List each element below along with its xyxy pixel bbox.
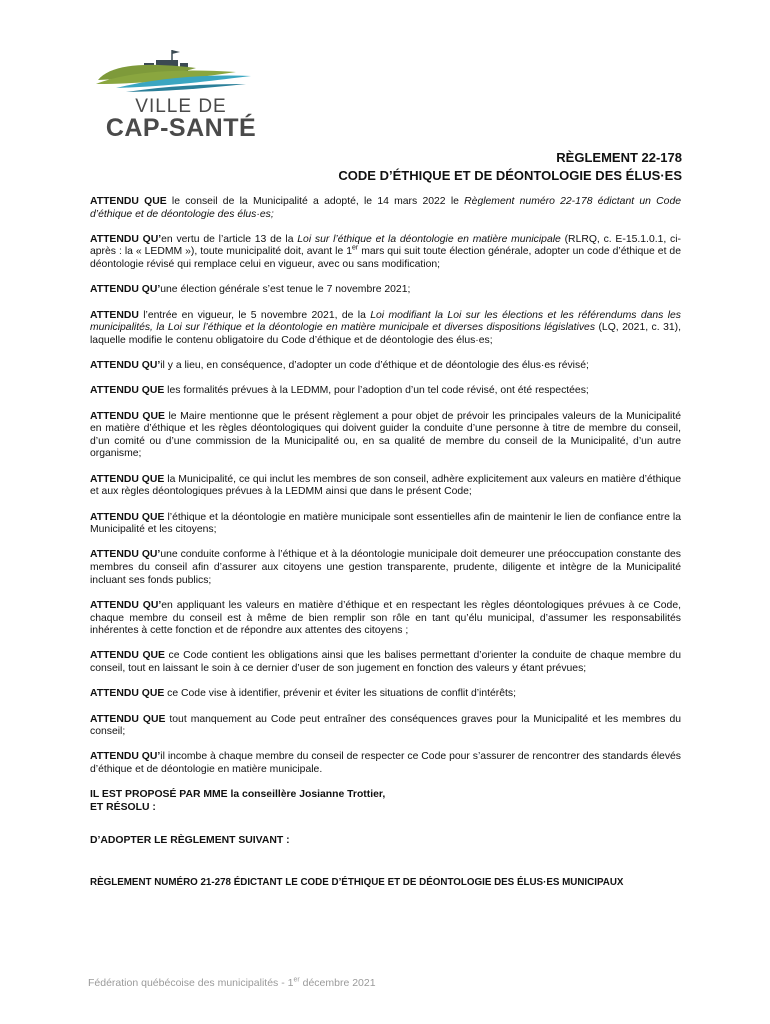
logo-ville-label: VILLE DE [135, 96, 227, 117]
paragraph-11: ATTENDU QU’en appliquant les valeurs en matière d’éthique et en respectant les règles déontologiques prévues à ce Code, chaque membre du conseil est à même de bien remplir son rôle en tant qu’élu municipal, d’assumer les responsabilités inhérentes à cette fonction et de répondre aux attentes des citoyens ; [90, 599, 681, 637]
resolved-line: ET RÉSOLU : [90, 801, 156, 813]
page-footer: Fédération québécoise des municipalités - 1er décembre 2021 [88, 976, 376, 989]
paragraph-15: ATTENDU QU’il incombe à chaque membre du conseil de respecter ce Code pour s’assurer de rencontrer des standards élevés d’éthique et de déontologie en matière municipale. [90, 751, 681, 776]
regulation-number: RÈGLEMENT 22-178 [556, 150, 682, 165]
paragraph-7: ATTENDU QUE le Maire mentionne que le présent règlement a pour objet de prévoir les principales valeurs de la Municipalité en matière d’éthique et les règles déontologiques qui doivent guider la conduite d’une personne à titre de membre du conseil, d’un comité ou d’une commission de la Municipalité ou, en sa qualité de membre du conseil de la Municipalité, d’un autre organisme; [90, 410, 681, 460]
paragraph-1: ATTENDU QUE le conseil de la Municipalité a adopté, le 14 mars 2022 le Règlement numéro 22-178 édictant un Code d’éthique et de déontologie des élus·es; [90, 196, 682, 220]
paragraph-3: ATTENDU QU’une élection générale s’est tenue le 7 novembre 2021; [90, 284, 411, 296]
paragraph-2: ATTENDU QU’en vertu de l’article 13 de la Loi sur l’éthique et la déontologie en matière municipale (RLRQ, c. E-15.1.0.1, ci-après : la « LEDMM »), toute municipalité doit, avant le 1er mars qui suit toute élection générale, adopter un code d’éthique et de déontologie révisé qui remplace celui en vigueur, avec ou sans modification; [90, 233, 682, 271]
proposal-line: IL EST PROPOSÉ PAR MME la conseillère Josianne Trottier, [90, 789, 386, 801]
regulation-heading: RÈGLEMENT NUMÉRO 21-278 ÉDICTANT LE CODE D’ÉTHIQUE ET DE DÉONTOLOGIE DES ÉLUS·ES MUNICIPAUX [90, 877, 624, 889]
paragraph-5: ATTENDU QU’il y a lieu, en conséquence, d’adopter un code d’éthique et de déontologie des élus·es révisé; [90, 360, 589, 372]
document-body [90, 196, 681, 902]
paragraph-8: ATTENDU QUE la Municipalité, ce qui inclut les membres de son conseil, adhère explicitement aux valeurs en matière d’éthique et aux règles déontologiques prévues à la LEDMM ainsi que dans le présent Code; [90, 473, 681, 498]
paragraph-13: ATTENDU QUE ce Code vise à identifier, prévenir et éviter les situations de conflit d’intérêts; [90, 688, 517, 700]
paragraph-6: ATTENDU QUE les formalités prévues à la LEDMM, pour l’adoption d’un tel code révisé, ont été respectées; [90, 385, 589, 397]
cap-sante-logo [86, 44, 266, 144]
logo-city-name: CAP-SANTÉ [105, 114, 257, 142]
paragraph-10: ATTENDU QU’une conduite conforme à l’éthique et à la déontologie municipale doit demeurer une préoccupation constante des membres du conseil afin d’assurer aux citoyens une gestion transparente, prudente, diligente et intègre de la Municipalité incluant ses fonds publics; [90, 549, 681, 586]
regulation-title: CODE D’ÉTHIQUE ET DE DÉONTOLOGIE DES ÉLUS·ES [338, 168, 682, 183]
paragraph-9: ATTENDU QUE l’éthique et la déontologie en matière municipale sont essentielles afin de maintenir le lien de confiance entre la Municipalité et les citoyens; [90, 511, 682, 536]
paragraph-12: ATTENDU QUE ce Code contient les obligations ainsi que les balises permettant d’orienter la conduite de chaque membre du conseil, tout en laissant le soin à ce dernier d’user de son jugement en fonction des valeurs y étant prévues; [90, 650, 681, 674]
paragraph-14: ATTENDU QUE tout manquement au Code peut entraîner des conséquences graves pour la Municipalité et les membres du conseil; [90, 713, 681, 738]
adopt-line: D’ADOPTER LE RÈGLEMENT SUIVANT : [90, 834, 290, 846]
logo-graphic [86, 44, 266, 94]
paragraph-4: ATTENDU l’entrée en vigueur, le 5 novembre 2021, de la Loi modifiant la Loi sur les élections et les référendums dans les municipalités, la Loi sur l’éthique et la déontologie en matière municipale et diverses dispositions législatives (LQ, 2021, c. 31), laquelle modifie le contenu obligatoire du Code d’éthique et de déontologie des élus·es; [90, 309, 681, 346]
